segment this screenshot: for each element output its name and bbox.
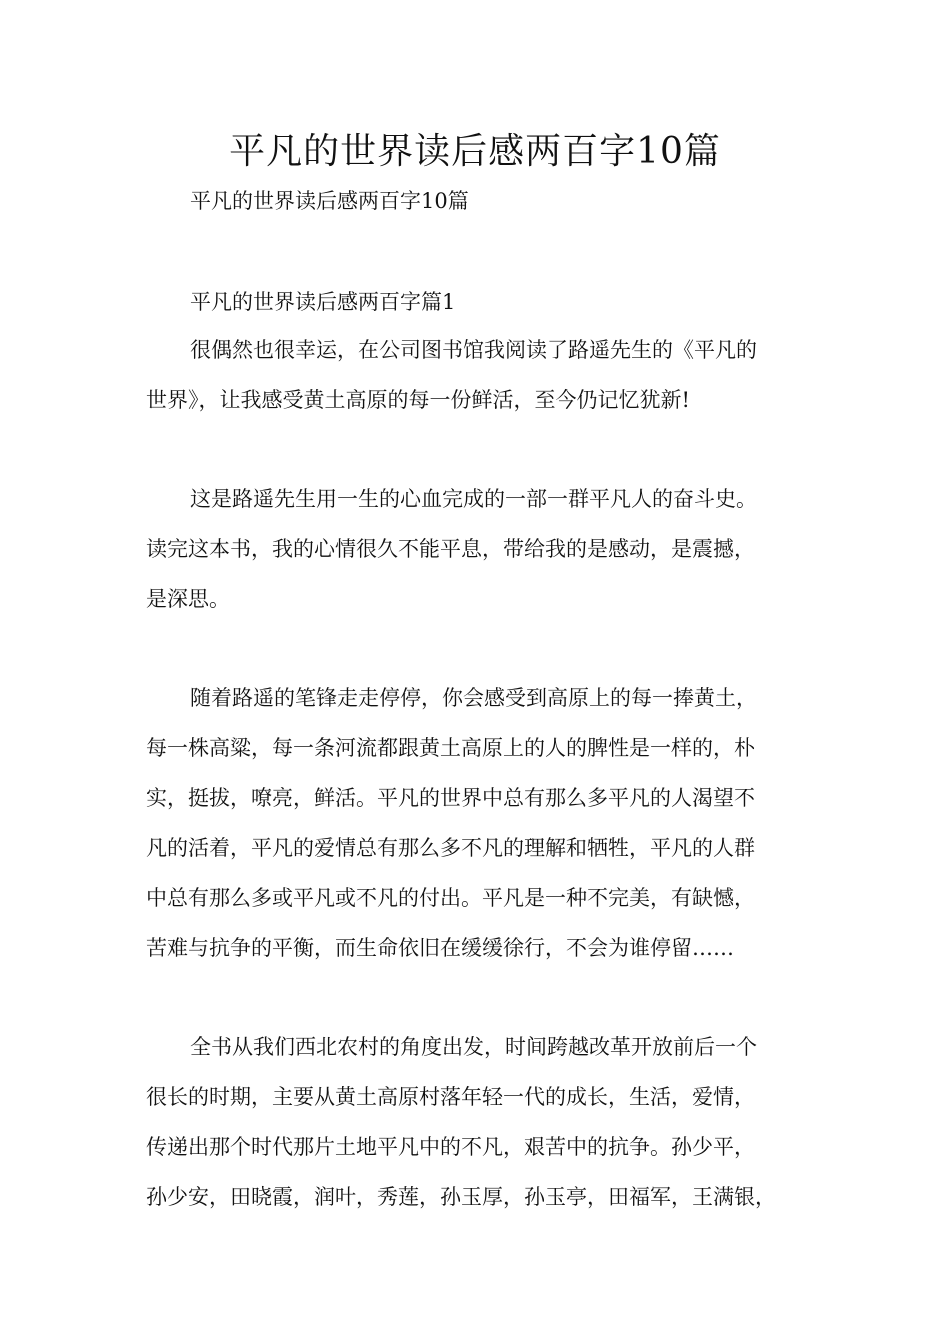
- paragraph-line: 随着路遥的笔锋走走停停，你会感受到高原上的每一捧黄土，: [190, 686, 757, 710]
- document-subtitle: 平凡的世界读后感两百字10篇: [190, 189, 469, 213]
- paragraph-line: 中总有那么多或平凡或不凡的付出。平凡是一种不完美，有缺憾，: [146, 886, 755, 910]
- document-title: 平凡的世界读后感两百字10篇: [229, 131, 721, 172]
- paragraph-line: 孙少安，田晓霞，润叶，秀莲，孙玉厚，孙玉亭，田福军，王满银，: [146, 1185, 776, 1209]
- paragraph-line: 每一株高粱，每一条河流都跟黄土高原上的人的脾性是一样的，朴: [146, 736, 755, 760]
- paragraph-line: 读完这本书，我的心情很久不能平息，带给我的是感动，是震撼，: [146, 537, 755, 561]
- section-heading: 平凡的世界读后感两百字篇1: [190, 290, 456, 314]
- paragraph-line: 这是路遥先生用一生的心血完成的一部一群平凡人的奋斗史。: [190, 487, 757, 511]
- paragraph-line: 很长的时期，主要从黄土高原村落年轻一代的成长，生活，爱情，: [146, 1085, 755, 1109]
- paragraph-line: 是深思。: [146, 587, 230, 611]
- paragraph-line: 很偶然也很幸运，在公司图书馆我阅读了路遥先生的《平凡的: [190, 338, 757, 362]
- paragraph-line: 传递出那个时代那片土地平凡中的不凡，艰苦中的抗争。孙少平，: [146, 1135, 755, 1159]
- paragraph-line: 全书从我们西北农村的角度出发，时间跨越改革开放前后一个: [190, 1035, 757, 1059]
- paragraph-line: 苦难与抗争的平衡，而生命依旧在缓缓徐行，不会为谁停留……: [146, 936, 734, 960]
- paragraph-line: 世界》，让我感受黄土高原的每一份鲜活，至今仍记忆犹新!: [146, 388, 690, 412]
- paragraph-line: 凡的活着，平凡的爱情总有那么多不凡的理解和牺牲，平凡的人群: [146, 836, 755, 860]
- paragraph-line: 实，挺拔，嘹亮，鲜活。平凡的世界中总有那么多平凡的人渴望不: [146, 786, 755, 810]
